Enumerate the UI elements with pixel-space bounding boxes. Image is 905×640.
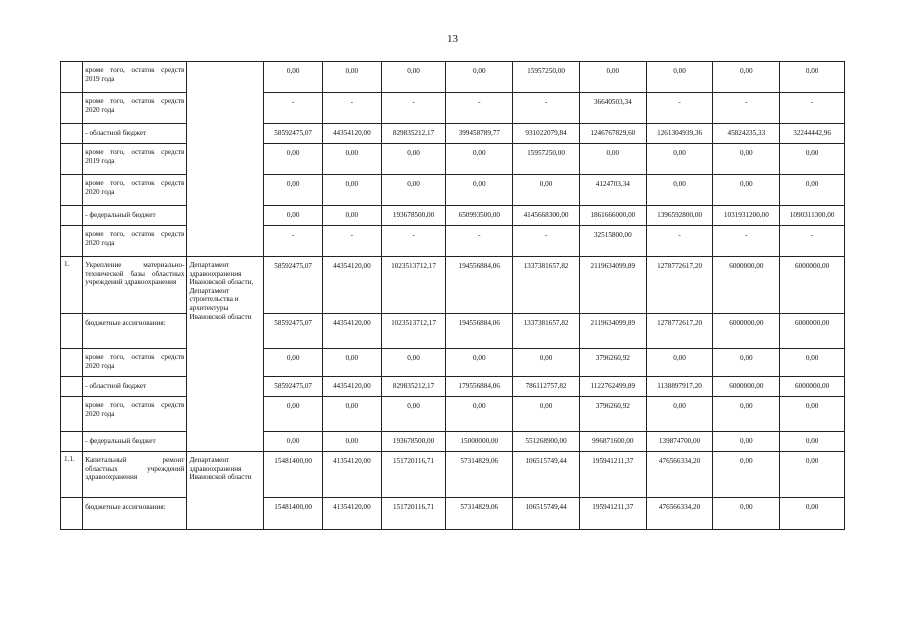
row-label: Укрепление материально-технической базы областных учреждений здравоохранения [83, 257, 187, 314]
value-cell: - [646, 93, 713, 124]
value-cell: - [446, 226, 513, 257]
value-cell: 650993500,00 [446, 206, 513, 226]
value-cell: 1138897917,20 [646, 377, 713, 397]
value-cell: - [646, 226, 713, 257]
value-cell: - [381, 226, 446, 257]
value-cell: 0,00 [446, 62, 513, 93]
value-cell: - [713, 93, 780, 124]
value-cell: 57314829,06 [446, 498, 513, 530]
row-label: - областной бюджет [83, 377, 187, 397]
row-index [61, 62, 83, 93]
value-cell: 0,00 [780, 349, 845, 377]
value-cell: - [264, 93, 323, 124]
value-cell: 0,00 [264, 144, 323, 175]
value-cell: 2119634099,89 [579, 257, 646, 314]
value-cell: 139874700,00 [646, 432, 713, 452]
value-cell: 44354120,00 [322, 377, 381, 397]
value-cell: 0,00 [322, 432, 381, 452]
value-cell: 1278772617,20 [646, 257, 713, 314]
value-cell: 151720116,71 [381, 498, 446, 530]
value-cell: 151720116,71 [381, 452, 446, 498]
department-cell-empty [187, 62, 264, 257]
value-cell: 931022079,84 [513, 124, 580, 144]
row-index [61, 93, 83, 124]
row-index [61, 175, 83, 206]
value-cell: 195941211,37 [579, 498, 646, 530]
value-cell: 0,00 [264, 175, 323, 206]
row-label: кроме того, остаток средств 2020 года [83, 397, 187, 432]
row-index [61, 144, 83, 175]
value-cell: 4145668300,00 [513, 206, 580, 226]
value-cell: 0,00 [713, 175, 780, 206]
table-row [61, 93, 845, 124]
value-cell: - [513, 93, 580, 124]
value-cell: 32244442,96 [780, 124, 845, 144]
table-row [61, 124, 845, 144]
value-cell: 193678500,00 [381, 206, 446, 226]
table-row [61, 432, 845, 452]
row-label: - федеральный бюджет [83, 432, 187, 452]
value-cell: 0,00 [579, 144, 646, 175]
value-cell: - [513, 226, 580, 257]
value-cell: 0,00 [713, 498, 780, 530]
value-cell: 0,00 [780, 144, 845, 175]
value-cell: 786112757,82 [513, 377, 580, 397]
value-cell: 0,00 [713, 144, 780, 175]
row-label: - областной бюджет [83, 124, 187, 144]
value-cell: 0,00 [264, 206, 323, 226]
value-cell: 2119634099,89 [579, 314, 646, 349]
value-cell: 45824235,33 [713, 124, 780, 144]
row-index: 1.1. [61, 452, 83, 498]
row-label: - федеральный бюджет [83, 206, 187, 226]
value-cell: 44354120,00 [322, 257, 381, 314]
table-row [61, 175, 845, 206]
value-cell: 15957250,00 [513, 62, 580, 93]
value-cell: 0,00 [713, 397, 780, 432]
value-cell: - [322, 93, 381, 124]
value-cell: 0,00 [780, 175, 845, 206]
value-cell: 1861666000,00 [579, 206, 646, 226]
table-row [61, 226, 845, 257]
value-cell: 0,00 [646, 349, 713, 377]
value-cell: 6000000,00 [713, 257, 780, 314]
row-index [61, 432, 83, 452]
value-cell: 15481400,00 [264, 452, 323, 498]
value-cell: 0,00 [381, 397, 446, 432]
value-cell: 0,00 [780, 452, 845, 498]
row-label: кроме того, остаток средств 2020 года [83, 93, 187, 124]
value-cell: 1031931200,00 [713, 206, 780, 226]
value-cell: 0,00 [322, 62, 381, 93]
row-index [61, 226, 83, 257]
value-cell: 0,00 [264, 349, 323, 377]
value-cell: 179556884,06 [446, 377, 513, 397]
value-cell: 106515749,44 [513, 498, 580, 530]
row-label: кроме того, остаток средств 2020 года [83, 226, 187, 257]
value-cell: 1246767829,60 [579, 124, 646, 144]
row-label: кроме того, остаток средств 2019 года [83, 144, 187, 175]
value-cell: 0,00 [513, 175, 580, 206]
value-cell: 0,00 [264, 432, 323, 452]
row-label: кроме того, остаток средств 2019 года [83, 62, 187, 93]
table-row [61, 377, 845, 397]
value-cell: 1396592800,00 [646, 206, 713, 226]
table-row [61, 397, 845, 432]
value-cell: 1337381657,82 [513, 257, 580, 314]
value-cell: 0,00 [713, 452, 780, 498]
budget-table [60, 61, 845, 530]
table-row [61, 206, 845, 226]
value-cell: 0,00 [322, 144, 381, 175]
value-cell: 0,00 [446, 397, 513, 432]
value-cell: 6000000,00 [713, 377, 780, 397]
value-cell: - [713, 226, 780, 257]
value-cell: 551268900,00 [513, 432, 580, 452]
row-index [61, 397, 83, 432]
row-index [61, 349, 83, 377]
value-cell: 6000000,00 [780, 314, 845, 349]
value-cell: 996871600,00 [579, 432, 646, 452]
row-index [61, 498, 83, 530]
row-index [61, 124, 83, 144]
value-cell: 194556884,06 [446, 257, 513, 314]
value-cell: 0,00 [322, 397, 381, 432]
page-number: 13 [447, 33, 458, 45]
value-cell: 0,00 [780, 498, 845, 530]
row-label: бюджетные ассигнования: [83, 314, 187, 349]
value-cell: 0,00 [646, 144, 713, 175]
value-cell: 195941211,37 [579, 452, 646, 498]
table-row [61, 498, 845, 530]
value-cell: 0,00 [780, 432, 845, 452]
value-cell: 44354120,00 [322, 124, 381, 144]
value-cell: 41354120,00 [322, 498, 381, 530]
value-cell: 829835212,17 [381, 124, 446, 144]
value-cell: 6000000,00 [780, 257, 845, 314]
value-cell: 0,00 [381, 175, 446, 206]
value-cell: 1023513712,17 [381, 257, 446, 314]
value-cell: 399458789,77 [446, 124, 513, 144]
row-index: 1. [61, 257, 83, 314]
value-cell: 0,00 [381, 349, 446, 377]
value-cell: 58592475,07 [264, 314, 323, 349]
value-cell: 3796260,92 [579, 349, 646, 377]
value-cell: 0,00 [579, 62, 646, 93]
value-cell: - [780, 93, 845, 124]
row-label: кроме того, остаток средств 2020 года [83, 349, 187, 377]
value-cell: 41354120,00 [322, 452, 381, 498]
value-cell: 0,00 [446, 349, 513, 377]
value-cell: 106515749,44 [513, 452, 580, 498]
value-cell: 0,00 [713, 62, 780, 93]
table-row [61, 452, 845, 498]
value-cell: 58592475,07 [264, 377, 323, 397]
value-cell: 1278772617,20 [646, 314, 713, 349]
value-cell: 0,00 [322, 206, 381, 226]
value-cell: 15957250,00 [513, 144, 580, 175]
value-cell: 0,00 [713, 432, 780, 452]
value-cell: 1090311300,00 [780, 206, 845, 226]
row-label: Капитальный ремонт областных учреждений здравоохранения [83, 452, 187, 498]
table-row [61, 257, 845, 314]
value-cell: 1261304939,36 [646, 124, 713, 144]
value-cell: 0,00 [513, 397, 580, 432]
value-cell: 0,00 [264, 62, 323, 93]
value-cell: 0,00 [646, 62, 713, 93]
value-cell: - [264, 226, 323, 257]
table-row [61, 144, 845, 175]
value-cell: 0,00 [264, 397, 323, 432]
value-cell: 0,00 [646, 175, 713, 206]
value-cell: 1023513712,17 [381, 314, 446, 349]
value-cell: 193678500,00 [381, 432, 446, 452]
value-cell: 0,00 [322, 349, 381, 377]
row-label: кроме того, остаток средств 2020 года [83, 175, 187, 206]
row-label: бюджетные ассигнования: [83, 498, 187, 530]
value-cell: 0,00 [322, 175, 381, 206]
value-cell: 6000000,00 [780, 377, 845, 397]
value-cell: 0,00 [513, 349, 580, 377]
value-cell: 6000000,00 [713, 314, 780, 349]
value-cell: 829835212,17 [381, 377, 446, 397]
value-cell: 0,00 [446, 144, 513, 175]
value-cell: 3796260,92 [579, 397, 646, 432]
value-cell: 36640503,34 [579, 93, 646, 124]
value-cell: 58592475,07 [264, 124, 323, 144]
value-cell: 57314829,06 [446, 452, 513, 498]
value-cell: 4124703,34 [579, 175, 646, 206]
value-cell: 0,00 [780, 397, 845, 432]
value-cell: 476566334,20 [646, 498, 713, 530]
value-cell: 0,00 [713, 349, 780, 377]
value-cell: 0,00 [381, 144, 446, 175]
value-cell: - [381, 93, 446, 124]
value-cell: - [322, 226, 381, 257]
value-cell: 0,00 [381, 62, 446, 93]
value-cell: 15481400,00 [264, 498, 323, 530]
value-cell: 15000000,00 [446, 432, 513, 452]
value-cell: 1122762499,89 [579, 377, 646, 397]
value-cell: 0,00 [646, 397, 713, 432]
row-index [61, 314, 83, 349]
value-cell: 0,00 [446, 175, 513, 206]
value-cell: 476566334,20 [646, 452, 713, 498]
department-cell: Департамент здравоохранения Ивановской области [187, 452, 264, 530]
value-cell: - [780, 226, 845, 257]
value-cell: 58592475,07 [264, 257, 323, 314]
value-cell: 1337381657,82 [513, 314, 580, 349]
value-cell: - [446, 93, 513, 124]
table-row [61, 62, 845, 93]
row-index [61, 206, 83, 226]
table-row [61, 314, 845, 349]
value-cell: 0,00 [780, 62, 845, 93]
value-cell: 44354120,00 [322, 314, 381, 349]
value-cell: 194556884,06 [446, 314, 513, 349]
department-cell: Департамент здравоохранения Ивановской области, Департамент строительства и архитектуры Ивановской области [187, 257, 264, 452]
table-row [61, 349, 845, 377]
row-index [61, 377, 83, 397]
value-cell: 32515800,00 [579, 226, 646, 257]
